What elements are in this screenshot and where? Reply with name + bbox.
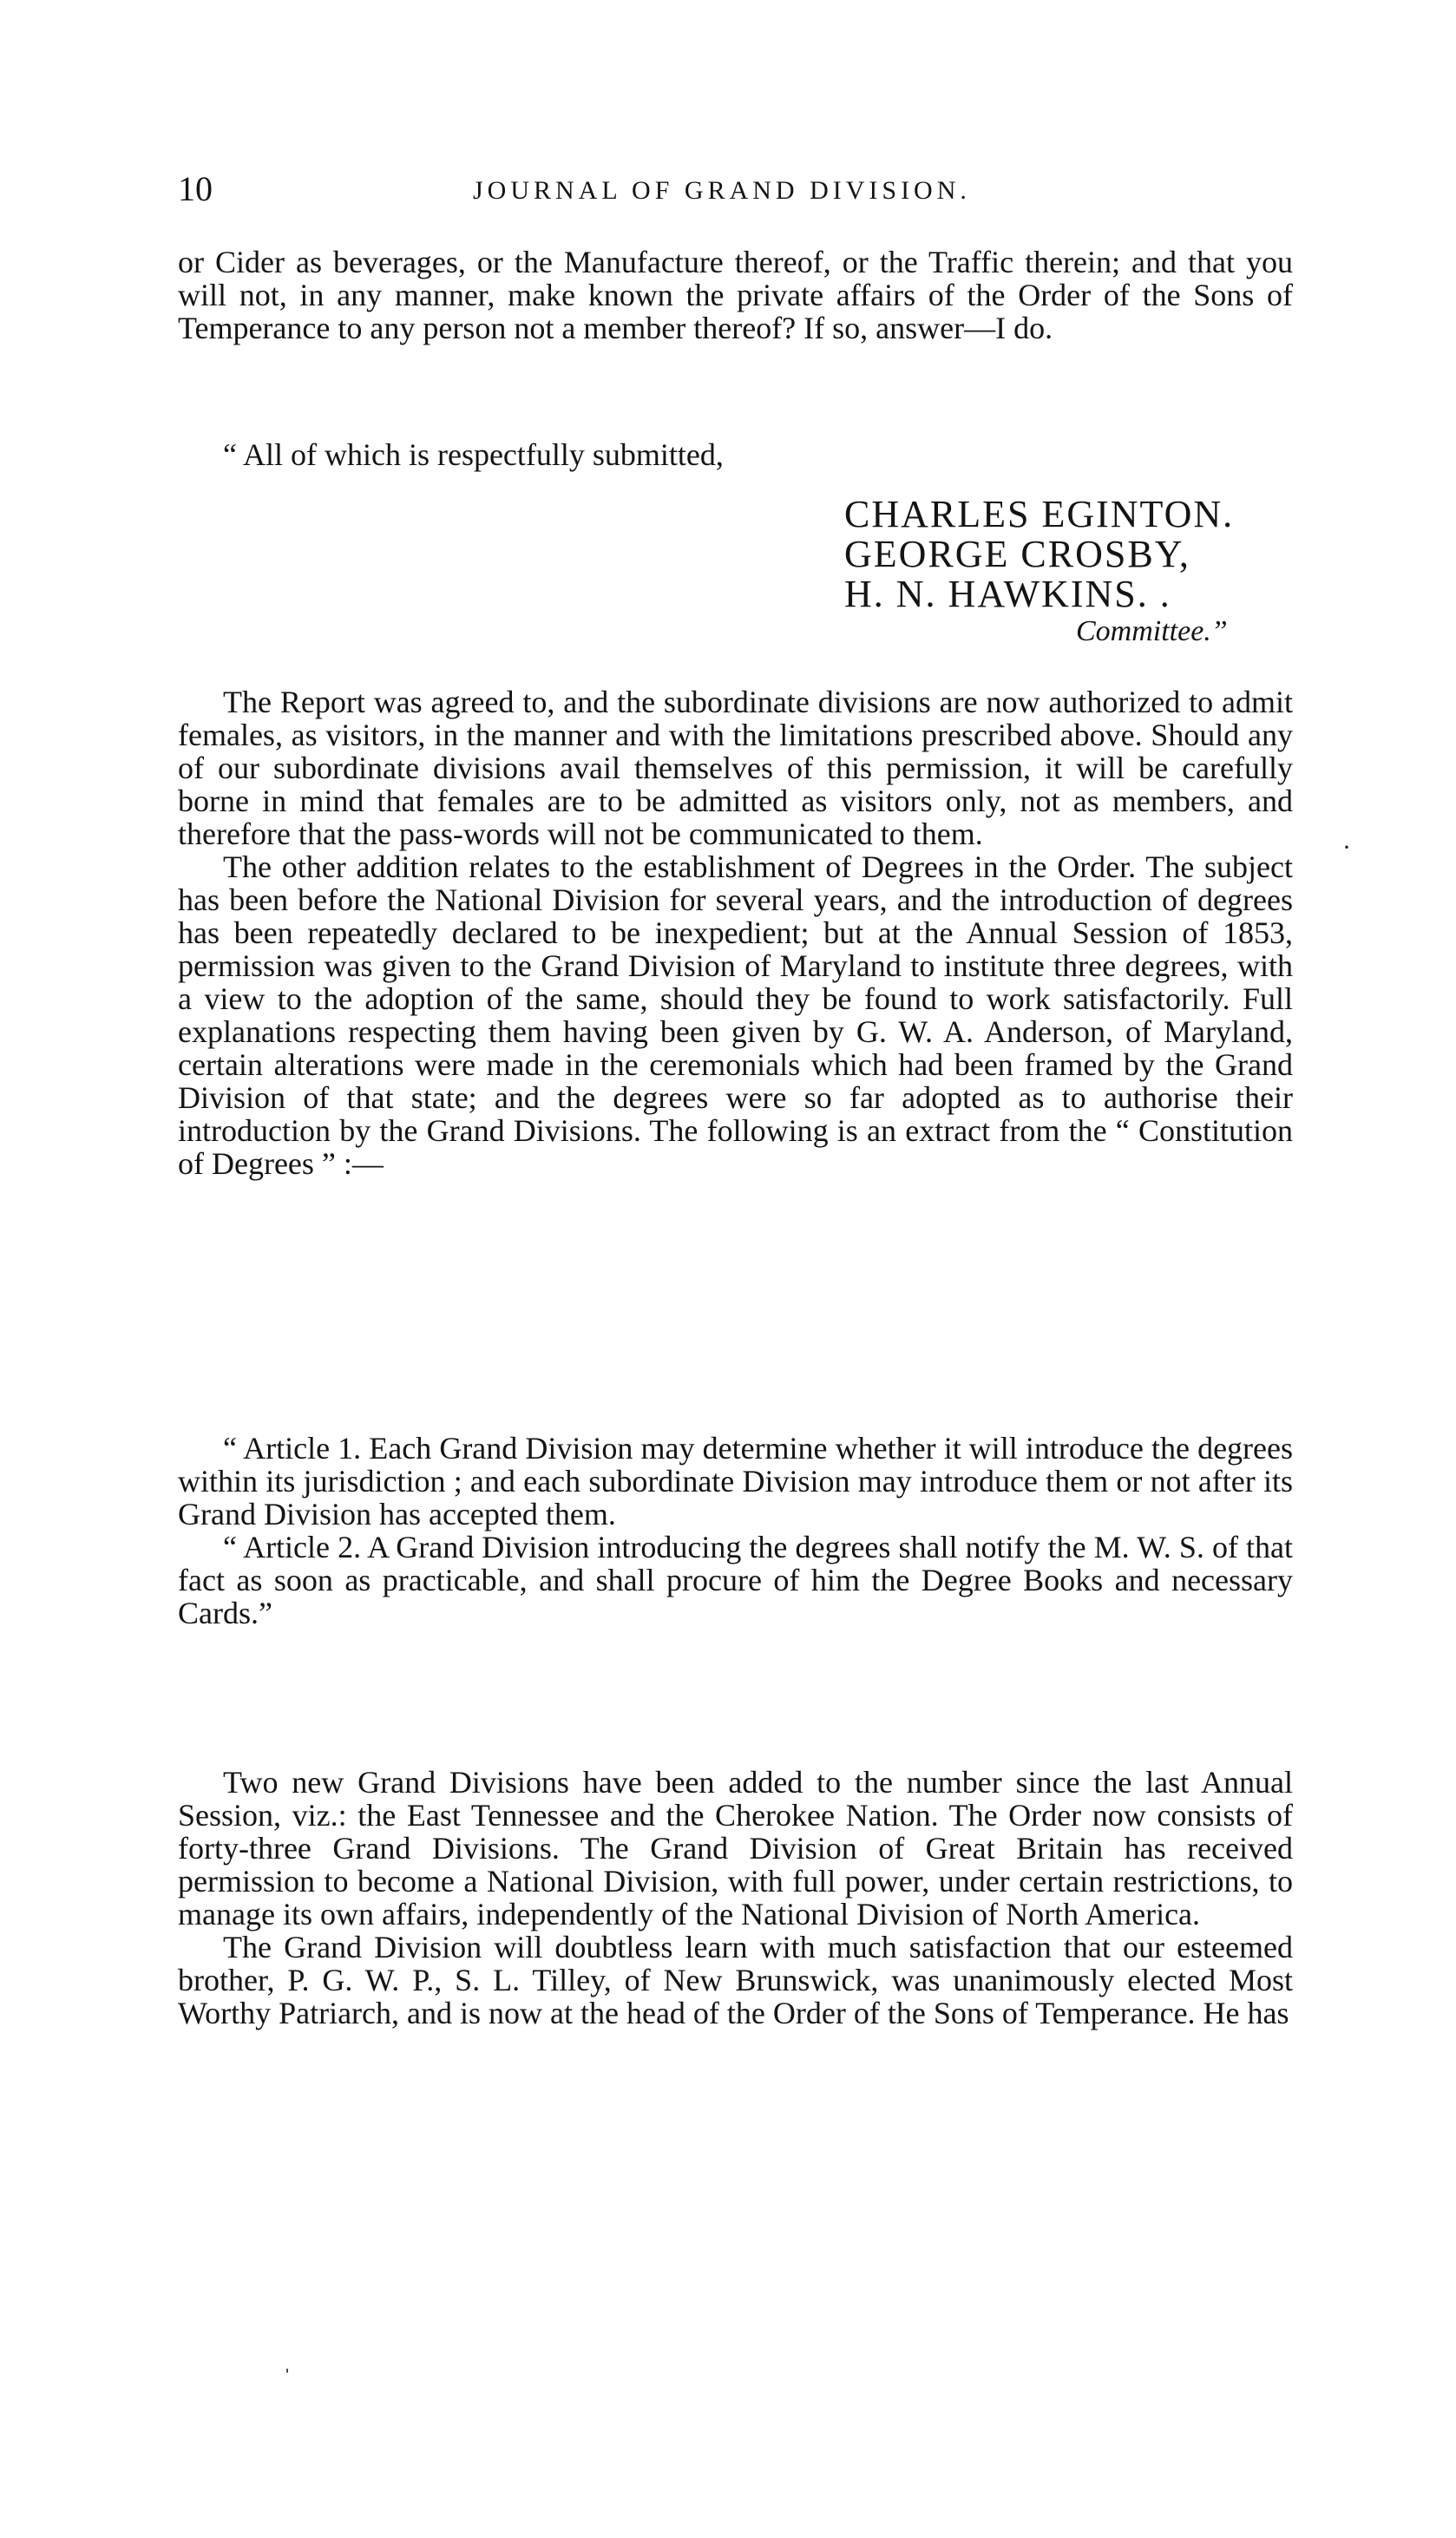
closing-line-block [178, 438, 1293, 471]
news-section [178, 1766, 1293, 2030]
degrees-paragraph: The other addition relates to the establishment of Degrees in the Order. The subject has been before the National Division for several years, and the introduction of degrees has been repeatedly declared to be inexpedient; but at the Annual Session of 1853, permission was given to the Grand Division of Maryland to institute three degrees, with a view to the adoption of the same, should they be found to work satisfactorily. Full explanations respecting them having been given by G. W. A. Anderson, of Maryland, certain alterations were made in the ceremonials which had been framed by the Grand Division of that state; and the degrees were so far adopted as to authorise their introduction by the Grand Divisions. The following is an extract from the “ Constitution of Degrees ” :— [178, 849, 1293, 1181]
margin-dot-mark: · [1342, 833, 1351, 862]
new-divisions-paragraph: Two new Grand Divisions have been added to the number since the last Annual Session, viz.: the East Tennessee and the Cherokee Nation. The Order now consists of forty-three Grand Divisions. The Grand Division of Great Britain has received permission to become a National Division, with full power, under certain restrictions, to manage its own affairs, independently of the National Division of North America. [178, 1765, 1293, 1931]
signature-name: H. N. HAWKINS. . [844, 573, 1171, 615]
intro-paragraph: or Cider as beverages, or the Manufacture thereof, or the Traffic therein; and that you will not, in any manner, make known the private affairs of the Order of the Sons of Temperance to any person not a member thereof? If so, answer—I do. [178, 245, 1293, 345]
page-number: 10 [178, 169, 213, 208]
bottom-tick-mark: ˌ [283, 2345, 292, 2373]
page-header [178, 170, 1293, 208]
articles-section [178, 1432, 1293, 1630]
running-head: JOURNAL OF GRAND DIVISION. [473, 176, 971, 205]
committee-label: Committee.” [1076, 615, 1228, 647]
signature-block [844, 495, 1295, 614]
report-section [178, 685, 1293, 1180]
closing-line: “ All of which is respectfully submitted, [223, 437, 724, 472]
intro-passage [178, 246, 1293, 344]
signature-name: GEORGE CROSBY, [844, 533, 1190, 575]
article-1-paragraph: “ Article 1. Each Grand Division may determine whether it will introduce the degrees within its jurisdiction ; and each subordinate Division may introduce them or not after its Grand Division has accepted them. [178, 1431, 1293, 1531]
report-paragraph: The Report was agreed to, and the subordinate divisions are now authorized to admit females, as visitors, in the manner and with the limitations prescribed above. Should any of our subordinate divisions avail themselves of this permission, it will be carefully borne in mind that females are to be admitted as visitors only, not as members, and therefore that the pass-words will not be communicated to them. [178, 685, 1293, 851]
signature-name: CHARLES EGINTON. [844, 493, 1235, 535]
tilley-paragraph: The Grand Division will doubtless learn with much satisfaction that our esteemed brother, P. G. W. P., S. L. Tilley, of New Brunswick, was unanimously elected Most Worthy Patriarch, and is now at the head of the Order of the Sons of Temperance. He has [178, 1930, 1293, 2030]
article-2-paragraph: “ Article 2. A Grand Division introducing the degrees shall notify the M. W. S. of that fact as soon as practicable, and shall procure of him the Degree Books and necessary Cards.” [178, 1530, 1293, 1630]
